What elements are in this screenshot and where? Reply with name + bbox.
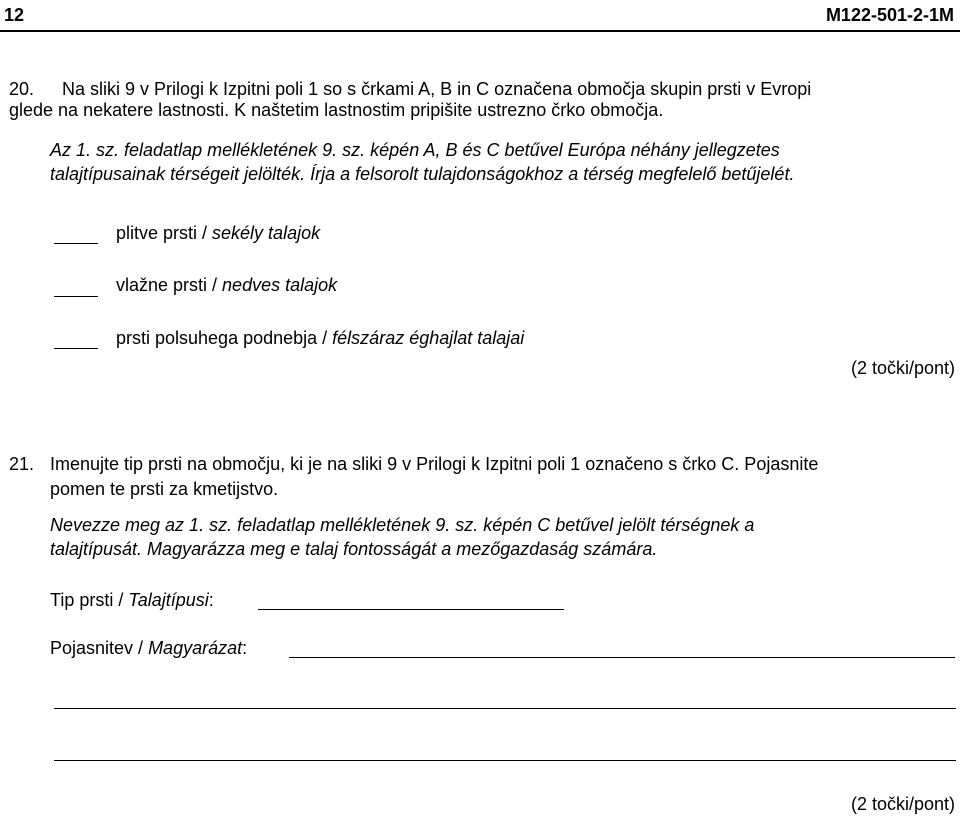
question-text-sl-cont: glede na nekatere lastnosti. K naštetim lastnostim pripišite ustrezno črko območja.: [9, 100, 664, 120]
soil-type-answer-line[interactable]: [258, 609, 564, 610]
item-label-sl: prsti polsuhega podnebja /: [116, 328, 333, 348]
points-label: (2 točki/pont): [850, 358, 955, 378]
item-label-hu: sekély talajok: [212, 223, 321, 243]
item-label: [116, 328, 524, 349]
item-label: [116, 223, 320, 244]
item-label-sl: plitve prsti /: [116, 223, 213, 243]
document-code: M122-501-2-1M: [825, 5, 954, 25]
question-number: 21.: [9, 454, 35, 474]
explanation-answer-line[interactable]: [54, 760, 956, 761]
answer-blank[interactable]: [54, 348, 98, 349]
item-label-sl: vlažne prsti /: [116, 275, 223, 295]
explanation-answer-line[interactable]: [54, 708, 956, 709]
question-number: 20.: [9, 79, 35, 99]
question-text-sl-cont: pomen te prsti za kmetijstvo.: [50, 479, 279, 499]
explanation-label: [50, 638, 247, 659]
soil-type-label-colon: :: [208, 590, 214, 610]
explanation-label-sl: Pojasnitev /: [50, 638, 149, 658]
header-divider: [0, 30, 960, 32]
soil-type-label: [50, 590, 214, 611]
answer-blank[interactable]: [54, 296, 98, 297]
item-label: [116, 275, 337, 296]
question-text-hu: Nevezze meg az 1. sz. feladatlap mellékletének 9. sz. képén C betűvel jelölt térségnek a: [50, 515, 755, 535]
explanation-answer-line[interactable]: [289, 657, 955, 658]
points-label: (2 točki/pont): [850, 794, 955, 814]
question-text-sl: Imenujte tip prsti na območju, ki je na sliki 9 v Prilogi k Izpitni poli 1 označeno s črko C. Pojasnite: [50, 454, 819, 474]
question-text-hu-cont: talajtípusát. Magyarázza meg e talaj fontosságát a mezőgazdaság számára.: [50, 539, 658, 559]
soil-type-label-sl: Tip prsti /: [50, 590, 129, 610]
item-label-hu: nedves talajok: [222, 275, 338, 295]
explanation-label-colon: :: [242, 638, 248, 658]
answer-blank[interactable]: [54, 243, 98, 244]
explanation-label-hu: Magyarázat: [148, 638, 243, 658]
question-text-hu-cont: talajtípusainak térségeit jelölték. Írja a felsorolt tulajdonságokhoz a térség megfelelő betűjelét.: [50, 164, 795, 184]
item-label-hu: félszáraz éghajlat talajai: [332, 328, 525, 348]
question-text-sl: Na sliki 9 v Prilogi k Izpitni poli 1 so s črkami A, B in C označena območja skupin prsti v Evropi: [62, 79, 812, 99]
soil-type-label-hu: Talajtípusi: [128, 590, 209, 610]
question-text-hu: Az 1. sz. feladatlap mellékletének 9. sz. képén A, B és C betűvel Európa néhány jellegzetes: [50, 140, 780, 160]
page-number: 12: [4, 5, 25, 25]
